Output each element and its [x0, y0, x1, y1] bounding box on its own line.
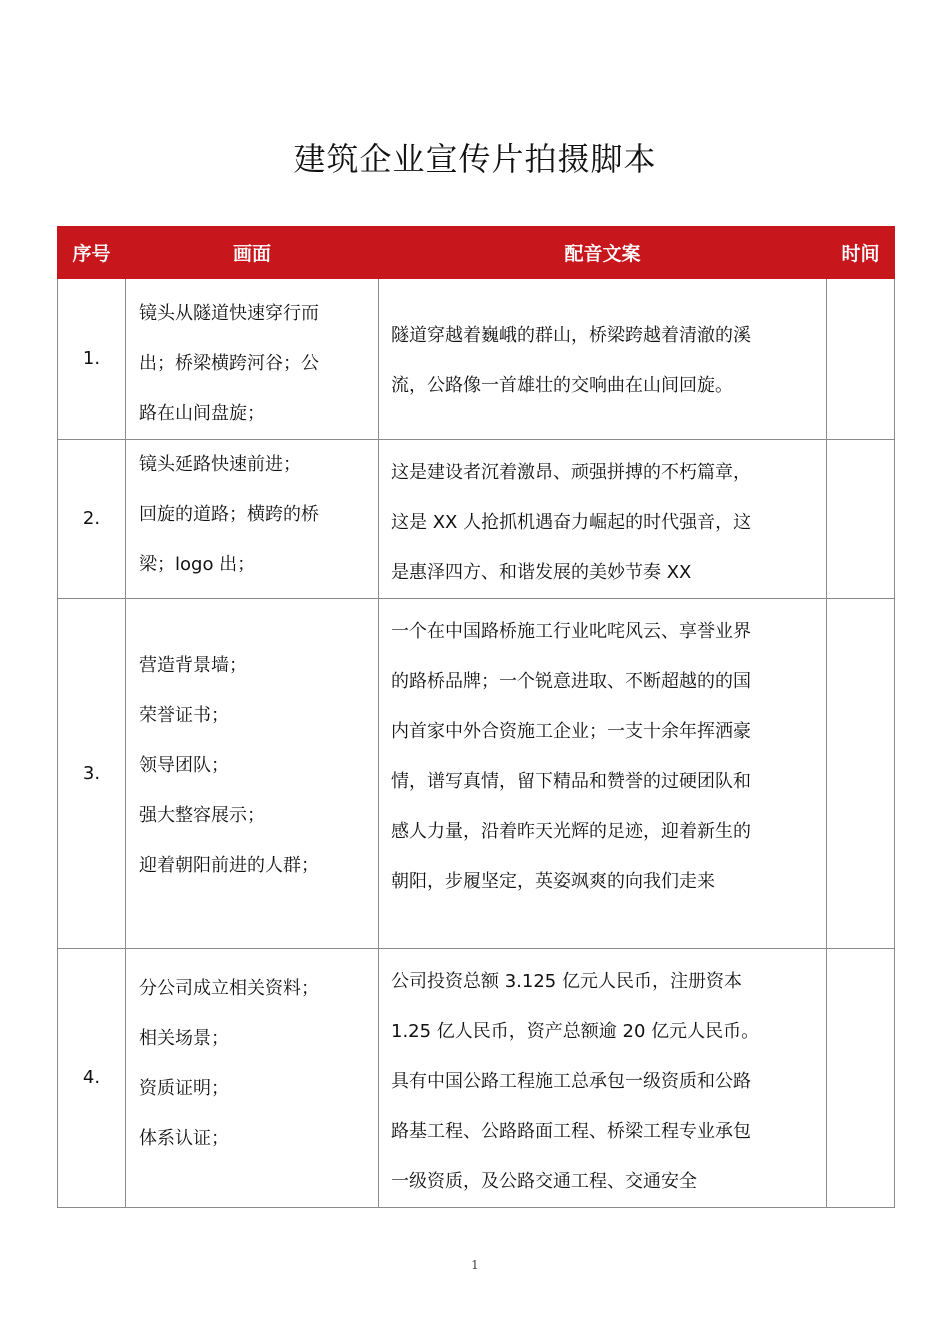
row-voiceover — [379, 279, 827, 440]
header-voiceover: 配音文案 — [379, 227, 827, 279]
scene-line: 出；桥梁横跨河谷；公 — [139, 353, 319, 374]
row-time — [827, 949, 895, 1208]
scene-line: 荣誉证书； — [139, 705, 229, 726]
row-seq: 2. — [58, 440, 126, 599]
scene-line: 迎着朝阳前进的人群； — [139, 855, 319, 876]
scene-line: 梁；logo 出； — [139, 554, 256, 575]
scene-line: 领导团队； — [139, 755, 229, 776]
voiceover-line: 隧道穿越着巍峨的群山，桥梁跨越着清澈的溪 — [391, 325, 751, 346]
voiceover-line: 公司投资总额 3.125 亿元人民币，注册资本 — [391, 971, 742, 992]
document-title: 建筑企业宣传片拍摄脚本 — [293, 140, 657, 178]
scene-line: 回旋的道路；横跨的桥 — [139, 504, 319, 525]
row-voiceover — [379, 440, 827, 599]
scene-line: 分公司成立相关资料； — [139, 978, 319, 999]
row-scene — [126, 279, 379, 440]
row-scene — [126, 599, 379, 949]
row-time — [827, 599, 895, 949]
voiceover-line: 具有中国公路工程施工总承包一级资质和公路 — [391, 1071, 751, 1092]
row-voiceover — [379, 949, 827, 1208]
voiceover-line: 1.25 亿人民币，资产总额逾 20 亿元人民币。 — [391, 1021, 760, 1042]
header-time: 时间 — [827, 227, 895, 279]
scene-line: 路在山间盘旋； — [139, 403, 265, 424]
voiceover-line: 是惠泽四方、和谐发展的美妙节奏 XX — [391, 562, 692, 583]
header-scene: 画面 — [126, 227, 379, 279]
voiceover-line: 内首家中外合资施工企业；一支十余年挥洒豪 — [391, 721, 751, 742]
voiceover-line: 一级资质，及公路交通工程、交通安全 — [391, 1171, 697, 1192]
row-time — [827, 440, 895, 599]
row-seq: 1. — [58, 279, 126, 440]
scene-line: 资质证明； — [139, 1078, 229, 1099]
voiceover-line: 情，谱写真情，留下精品和赞誉的过硬团队和 — [391, 771, 751, 792]
scene-line: 相关场景； — [139, 1028, 229, 1049]
table-row — [58, 279, 895, 440]
voiceover-line: 路基工程、公路路面工程、桥梁工程专业承包 — [391, 1121, 751, 1142]
table-header-row — [58, 227, 895, 279]
row-scene — [126, 440, 379, 599]
table-row — [58, 599, 895, 949]
scene-line: 镜头延路快速前进； — [139, 454, 301, 475]
row-seq: 4. — [58, 949, 126, 1208]
scene-line: 强大整容展示； — [139, 805, 265, 826]
script-table — [57, 226, 895, 1208]
row-voiceover — [379, 599, 827, 949]
voiceover-line: 的路桥品牌；一个锐意进取、不断超越的的国 — [391, 671, 751, 692]
scene-line: 营造背景墙； — [139, 655, 247, 676]
voiceover-line: 这是 XX 人抢抓机遇奋力崛起的时代强音，这 — [391, 512, 752, 533]
table-row — [58, 440, 895, 599]
row-time — [827, 279, 895, 440]
scene-line: 镜头从隧道快速穿行而 — [139, 303, 319, 324]
table-row — [58, 949, 895, 1208]
voiceover-line: 流，公路像一首雄壮的交响曲在山间回旋。 — [391, 375, 733, 396]
page-number: 1 — [471, 1258, 479, 1272]
voiceover-line: 感人力量，沿着昨天光辉的足迹，迎着新生的 — [391, 821, 751, 842]
scene-line: 体系认证； — [139, 1128, 229, 1149]
voiceover-line: 一个在中国路桥施工行业叱咤风云、享誉业界 — [391, 621, 751, 642]
voiceover-line: 朝阳，步履坚定，英姿飒爽的向我们走来 — [391, 871, 715, 892]
row-scene — [126, 949, 379, 1208]
header-seq: 序号 — [58, 227, 126, 279]
voiceover-line: 这是建设者沉着激昂、顽强拼搏的不朽篇章， — [391, 462, 751, 483]
row-seq: 3. — [58, 599, 126, 949]
